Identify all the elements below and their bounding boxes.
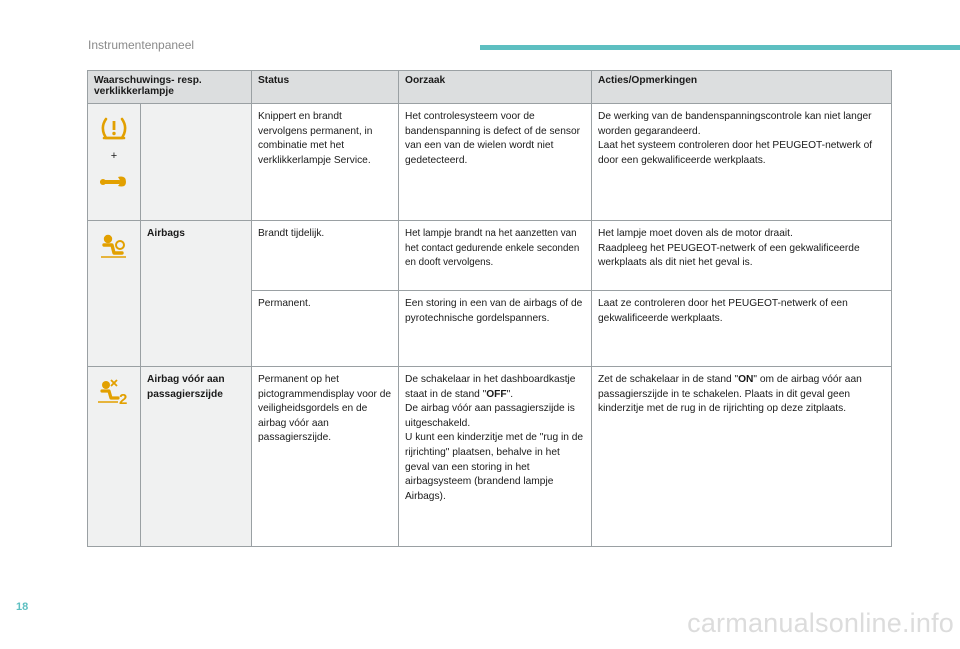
- status-cell: Permanent op het pictogrammendisplay voor de veiligheidsgordels en de airbag vóór aan passagierszijde.: [252, 367, 399, 547]
- cause-text-rest: ". De airbag vóór aan passagierszijde is uitgeschakeld. U kunt een kinderzitje met de "rug in de rijrichting" plaatsen, behalve in het geval van een storing in het airbagsysteem (brandend lampje Airbags).: [405, 388, 584, 502]
- action-text: Zet de schakelaar in de stand ": [598, 374, 739, 385]
- warning-name-cell: [141, 104, 252, 221]
- airbag-warning-icon: [94, 231, 134, 261]
- action-text-rest: " om de airbag vóór aan passagierszijde in te schakelen. Plaats in dit geval geen kinderzitje met de rug in de rijrichting op deze zitplaats.: [598, 374, 862, 415]
- page-number: 18: [16, 601, 29, 613]
- tyre-pressure-warning-icon: [94, 116, 134, 142]
- section-title: Instrumentenpaneel: [88, 38, 195, 52]
- status-cell: Brandt tijdelijk.: [252, 221, 399, 291]
- cause-cell: Het lampje brandt na het aanzetten van het contact gedurende enkele seconden en dooft vervolgens.: [399, 221, 592, 291]
- cause-text: De schakelaar in het dashboardkastje staat in de stand ": [405, 374, 576, 400]
- table-row: [88, 367, 892, 547]
- header-accent-bar: [480, 45, 960, 50]
- icon-cell: [88, 367, 141, 547]
- header-warning-light: Waarschuwings- resp. verklikkerlampje: [88, 71, 252, 104]
- table-row: [88, 221, 892, 291]
- status-cell: Permanent.: [252, 291, 399, 367]
- cause-cell: [399, 367, 592, 547]
- passenger-airbag-off-icon: [94, 377, 134, 407]
- table-header-row: [88, 71, 892, 104]
- icon-cell: [88, 221, 141, 367]
- plus-sign: +: [110, 150, 118, 162]
- svg-text:2: 2: [119, 391, 128, 407]
- service-wrench-icon: [94, 170, 134, 190]
- icon-cell: [88, 104, 141, 221]
- table-row: [88, 104, 892, 221]
- action-cell: De werking van de bandenspanningscontrole kan niet langer worden gegarandeerd. Laat het systeem controleren door het PEUGEOT-netwerk of door een gekwalificeerde werkplaats.: [592, 104, 892, 221]
- warning-name-cell: Airbags: [141, 221, 252, 367]
- action-cell: [592, 367, 892, 547]
- action-cell: Het lampje moet doven als de motor draait. Raadpleeg het PEUGEOT-netwerk of een gekwalificeerde werkplaats als dit niet het geval is.: [592, 221, 892, 291]
- on-label: ON: [738, 374, 754, 385]
- watermark: carmanualsonline.info: [687, 608, 954, 638]
- header-cause: Oorzaak: [399, 71, 592, 104]
- cause-cell: Het controlesysteem voor de bandenspanning is defect of de sensor van een van de wielen wordt niet gedetecteerd.: [399, 104, 592, 221]
- header-status: Status: [252, 71, 399, 104]
- action-cell: Laat ze controleren door het PEUGEOT-netwerk of een gekwalificeerde werkplaats.: [592, 291, 892, 367]
- status-cell: Knippert en brandt vervolgens permanent, in combinatie met het verklikkerlampje Service.: [252, 104, 399, 221]
- warning-name-cell: Airbag vóór aan passagierszijde: [141, 367, 252, 547]
- cause-cell: Een storing in een van de airbags of de pyrotechnische gordelspanners.: [399, 291, 592, 367]
- warning-lights-table: [87, 70, 892, 547]
- off-label: OFF: [486, 388, 507, 400]
- header-actions: Acties/Opmerkingen: [592, 71, 892, 104]
